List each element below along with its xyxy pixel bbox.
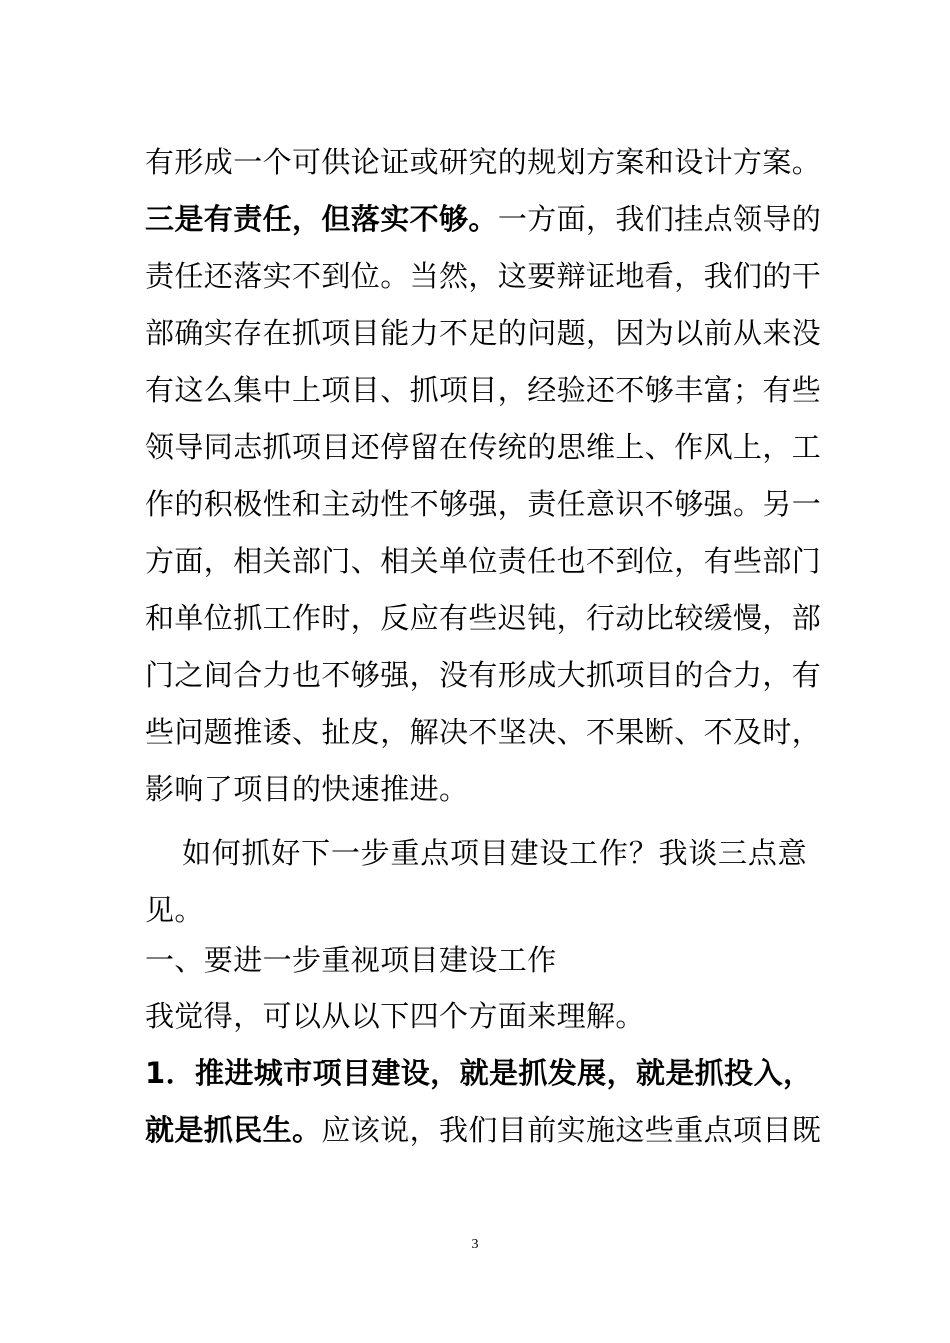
line-text: 影响了项目的快速推进。 bbox=[145, 772, 469, 806]
line-text: 方面，相关部门、相关单位责任也不到位，有些部门 bbox=[145, 544, 822, 578]
line-text: 部确实存在抓项目能力不足的问题，因为以前从来没 bbox=[145, 316, 822, 350]
line-bold-text: 三是有责任，但落实不够。 bbox=[145, 202, 498, 236]
line-bold-text: 1．推进城市项目建设，就是抓发展，就是抓投入， bbox=[145, 1056, 813, 1090]
line-text: 些问题推诿、扯皮，解决不坚决、不果断、不及时， bbox=[145, 715, 822, 749]
text-line bbox=[145, 313, 822, 353]
text-line bbox=[145, 256, 822, 296]
line-text: 我觉得，可以从以下四个方面来理解。 bbox=[145, 999, 645, 1033]
line-text: 如何抓好下一步重点项目建设工作？我谈三点意 bbox=[182, 836, 807, 870]
line-text: 领导同志抓项目还停留在传统的思维上、作风上，工 bbox=[145, 430, 822, 464]
text-line bbox=[145, 655, 822, 695]
page-number: 3 bbox=[471, 1237, 479, 1252]
text-line bbox=[145, 142, 822, 182]
section-heading bbox=[145, 940, 557, 980]
line-text: 应该说，我们目前实施这些重点项目既 bbox=[321, 1113, 822, 1147]
text-line bbox=[145, 712, 822, 752]
line-bold-text: 就是抓民生。 bbox=[145, 1113, 322, 1147]
text-line bbox=[145, 199, 822, 239]
text-line bbox=[145, 769, 468, 809]
text-line bbox=[145, 1053, 813, 1093]
line-text: 有这么集中上项目、抓项目，经验还不够丰富；有些 bbox=[145, 373, 822, 407]
text-line bbox=[145, 1110, 822, 1150]
line-text: 有形成一个可供论证或研究的规划方案和设计方案。 bbox=[145, 145, 822, 179]
line-text: 作的积极性和主动性不够强，责任意识不够强。另一 bbox=[145, 487, 822, 521]
line-text: 责任还落实不到位。当然，这要辩证地看，我们的干 bbox=[145, 259, 822, 293]
line-text: 和单位抓工作时，反应有些迟钝，行动比较缓慢，部 bbox=[145, 601, 822, 635]
paragraph-first-line bbox=[182, 833, 807, 873]
line-text: 见。 bbox=[145, 893, 204, 927]
heading-text: 一、要进一步重视项目建设工作 bbox=[145, 943, 557, 977]
text-line bbox=[145, 484, 822, 524]
line-text: 一方面，我们挂点领导的 bbox=[497, 202, 822, 236]
text-line bbox=[145, 598, 822, 638]
text-line bbox=[145, 890, 204, 930]
text-line bbox=[145, 427, 822, 467]
line-text: 门之间合力也不够强，没有形成大抓项目的合力，有 bbox=[145, 658, 822, 692]
text-line bbox=[145, 541, 822, 581]
text-line bbox=[145, 996, 645, 1036]
text-line bbox=[145, 370, 822, 410]
